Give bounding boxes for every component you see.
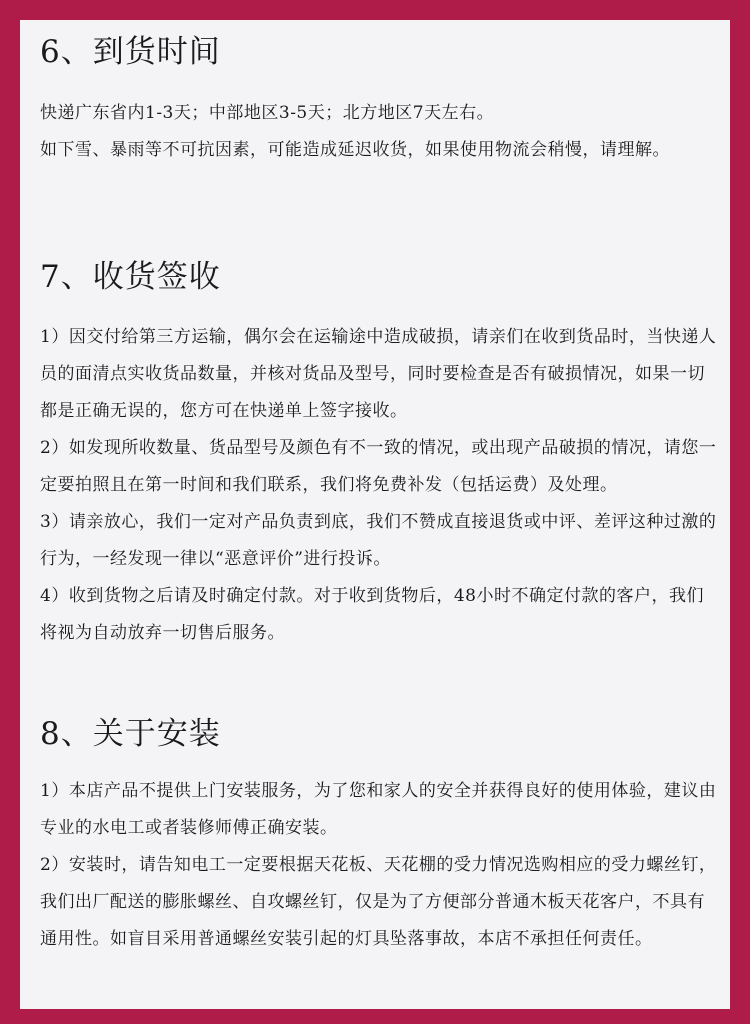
section-heading: 8、关于安装: [40, 716, 221, 752]
paragraph: 1）因交付给第三方运输，偶尔会在运输途中造成破损，请亲们在收到货品时，当快递人员的面清点实收货品数量，并核对货品及型号，同时要检查是否有破损情况，如果一切都是正确无误的，您方可在快递单上签字接收。: [40, 327, 717, 421]
section-heading: 6、到货时间: [40, 34, 221, 70]
section-body: [40, 95, 720, 169]
section-heading: 7、收货签收: [40, 259, 221, 295]
section-delivery-time: [40, 32, 720, 169]
section-body: [40, 773, 720, 958]
paragraph: 1）本店产品不提供上门安装服务，为了您和家人的安全并获得良好的使用体验，建议由专业的水电工或者装修师傅正确安装。: [40, 781, 717, 838]
section-installation: [40, 714, 720, 958]
paragraph: 4）收到货物之后请及时确定付款。对于收到货物后，48小时不确定付款的客户，我们将视为自动放弃一切售后服务。: [40, 586, 704, 643]
paragraph: 2）如发现所收数量、货品型号及颜色有不一致的情况，或出现产品破损的情况，请您一定要拍照且在第一时间和我们联系，我们将免费补发（包括运费）及处理。: [40, 438, 717, 495]
section-body: [40, 319, 720, 652]
paragraph: 如下雪、暴雨等不可抗因素，可能造成延迟收货，如果使用物流会稍慢，请理解。: [40, 140, 670, 160]
section-receipt-signing: [40, 257, 720, 652]
paragraph: 2）安装时，请告知电工一定要根据天花板、天花棚的受力情况选购相应的受力螺丝钉，我们出厂配送的膨胀螺丝、自攻螺丝钉，仅是为了方便部分普通木板天花客户，不具有通用性。如盲目采用普通螺丝安装引起的灯具坠落事故，本店不承担任何责任。: [40, 855, 717, 949]
paragraph: 快递广东省内1-3天；中部地区3-5天；北方地区7天左右。: [40, 103, 495, 123]
content-panel: [20, 20, 730, 1009]
paragraph: 3）请亲放心，我们一定对产品负责到底，我们不赞成直接退货或中评、差评这种过激的行为，一经发现一律以“恶意评价”进行投诉。: [40, 512, 717, 569]
